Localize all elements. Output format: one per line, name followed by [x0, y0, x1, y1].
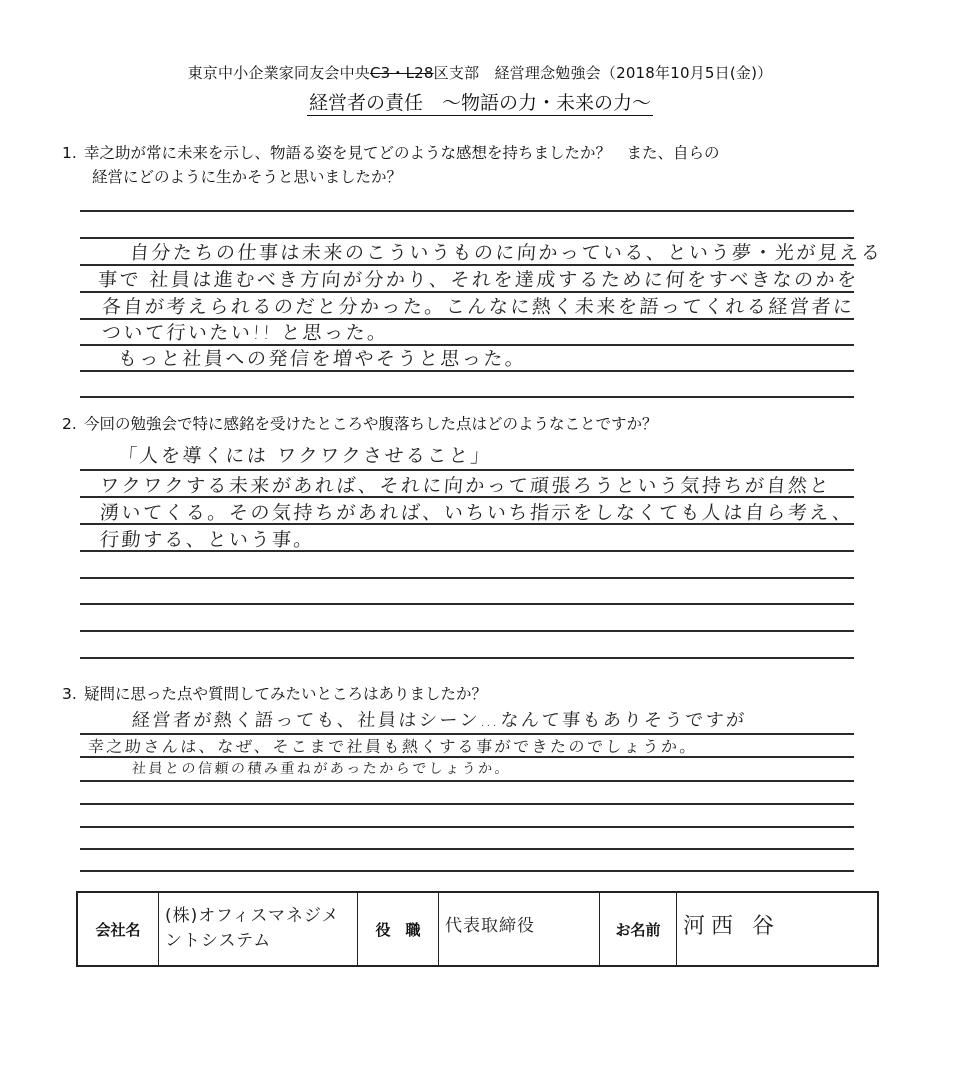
question-number: 1.: [62, 144, 77, 162]
question-text: 今回の勉強会で特に感銘を受けたところや腹落ちした点はどのようなことですか？: [84, 415, 658, 433]
org-prefix: 東京中小企業家同友会中央: [187, 64, 370, 82]
question-text: 幸之助が常に未来を示し、物語る姿を見てどのような感想を持ちましたか？ また、自らの: [84, 144, 720, 162]
question-2: [62, 412, 658, 434]
ruled-line: [80, 603, 854, 605]
answer-1-line: 各自が考えられるのだと分かった。こんなに熱く未来を語ってくれる経営者に: [101, 296, 856, 318]
position-field[interactable]: 代表取締役: [439, 892, 600, 966]
answer-3-line: 経営者が熱く語っても、社員はシーン…なんて事もありそうですが: [131, 710, 748, 731]
page-title-text: 経営者の責任 ～物語の力・未来の力～: [308, 92, 651, 114]
ruled-line: [80, 630, 854, 632]
question-3: [62, 682, 487, 704]
position-label: 役 職: [358, 892, 439, 966]
ruled-line: [80, 657, 854, 659]
answer-1-line: ついて行いたい!! と思った。: [101, 322, 390, 344]
page-title: [0, 88, 960, 115]
ruled-line: [80, 848, 854, 850]
question-1: [62, 141, 720, 163]
answer-2-line: 湧いてくる。その気持ちがあれば、いちいち指示をしなくても人は自ら考え、: [99, 502, 855, 524]
org-struck: C3・L28: [370, 64, 434, 82]
question-text: 経営にどのように生かそうと思いましたか？: [92, 168, 403, 186]
respondent-info-table: [76, 891, 879, 967]
ruled-line: [80, 210, 854, 212]
answer-1-line: もっと社員への発信を増やそうと思った。: [117, 348, 528, 370]
question-1-line2: [62, 165, 402, 187]
org-suffix: 区支部 経営理念勉強会（2018年10月5日(金)）: [433, 64, 773, 82]
question-number: 2.: [62, 415, 77, 433]
answer-3-line: 社員との信頼の積み重ねがあったからでしょうか。: [131, 761, 512, 777]
ruled-line: [80, 803, 854, 805]
company-field[interactable]: (株)オフィスマネジメントシステム: [159, 892, 358, 966]
answer-2-line: 「人を導くには ワクワクさせること」: [117, 445, 493, 467]
question-number: 3.: [62, 685, 77, 703]
ruled-line: [80, 577, 854, 579]
answer-2-line: ワクワクする未来があれば、それに向かって頑張ろうという気持ちが自然と: [99, 475, 832, 497]
answer-2-line: 行動する、という事。: [99, 529, 316, 551]
ruled-line: [80, 396, 854, 398]
company-label: 会社名: [77, 892, 159, 966]
question-text: 疑問に思った点や質問してみたいところはありましたか？: [84, 685, 488, 703]
answer-1-line: 事で 社員は進むべき方向が分かり、それを達成するために何をすべきなのかを: [97, 269, 860, 291]
event-header: [0, 62, 960, 83]
answer-3-line: 幸之助さんは、なぜ、そこまで社員も熱くする事ができたのでしょうか。: [87, 737, 699, 756]
ruled-line: [80, 780, 854, 782]
ruled-line: [80, 870, 854, 872]
ruled-line: [80, 826, 854, 828]
name-field[interactable]: 河西 谷: [677, 892, 879, 966]
name-label: お名前: [600, 892, 677, 966]
answer-1-line: 自分たちの仕事は未来のこういうものに向かっている、という夢・光が見える: [129, 242, 884, 264]
